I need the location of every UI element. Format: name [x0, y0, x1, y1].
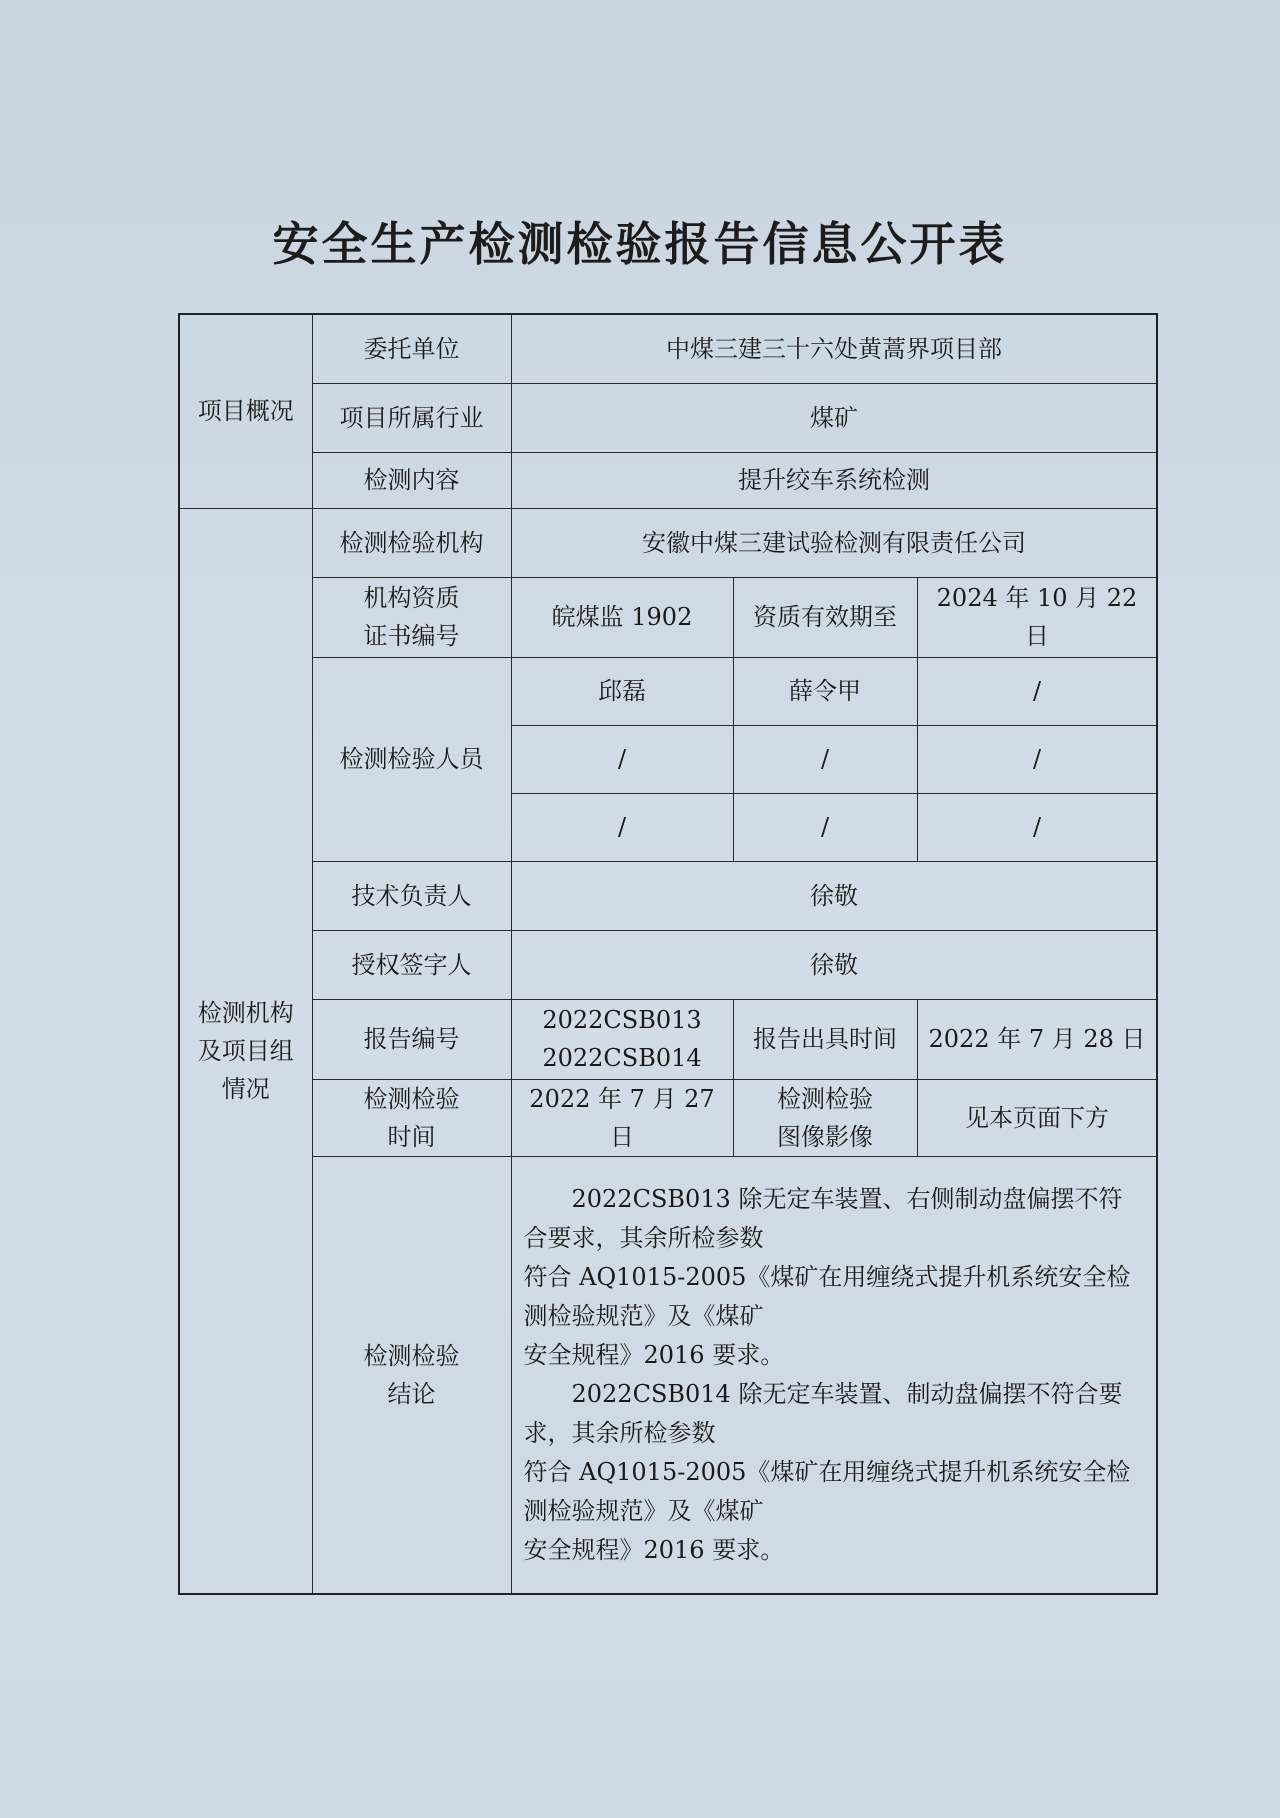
content-label: 检测内容: [312, 452, 511, 508]
conclusion-line: 符合 AQ1015-2005《煤矿在用缠绕式提升机系统安全检测检验规范》及《煤矿: [523, 1262, 1131, 1330]
conclusion-line: 安全规程》2016 要求。: [523, 1340, 785, 1369]
test-time-label: [312, 1079, 511, 1156]
section-institution-line: 情况: [221, 1074, 270, 1103]
info-table: [178, 313, 1158, 1595]
report-no-label: 报告编号: [312, 999, 511, 1079]
section-conclusion-line: 检测检验: [363, 1341, 460, 1370]
org-label: 检测检验机构: [312, 508, 511, 577]
conclusion-text: [511, 1156, 1157, 1594]
image-label-line: 图像影像: [777, 1122, 873, 1151]
personnel-cell: /: [917, 725, 1157, 793]
report-no-value: [511, 999, 733, 1079]
tech-lead-value: 徐敬: [511, 861, 1157, 930]
cert-value: 皖煤监 1902: [511, 577, 733, 657]
client-value: 中煤三建三十六处黄蒿界项目部: [511, 314, 1157, 383]
conclusion-line: 安全规程》2016 要求。: [523, 1535, 785, 1564]
conclusion-paragraph-1: [524, 1180, 1147, 1258]
tech-lead-label: 技术负责人: [312, 861, 511, 930]
section-conclusion: [312, 1156, 511, 1594]
issue-time-value: 2022 年 7 月 28 日: [917, 999, 1157, 1079]
report-no-line: 2022CSB014: [542, 1044, 702, 1072]
validity-label: 资质有效期至: [733, 577, 917, 657]
cert-label-line: 机构资质: [363, 584, 460, 612]
test-time-label-line: 检测检验: [363, 1084, 460, 1113]
cert-label: [312, 577, 511, 657]
section-conclusion-line: 结论: [387, 1379, 436, 1408]
conclusion-paragraph-2: [524, 1375, 1147, 1453]
section-institution: [179, 508, 312, 1594]
personnel-cell: 邱磊: [511, 657, 733, 725]
page-title: 安全生产检测检验报告信息公开表: [272, 217, 1008, 271]
org-value: 安徽中煤三建试验检测有限责任公司: [511, 508, 1157, 577]
section-overview: 项目概况: [179, 314, 312, 508]
personnel-cell: /: [733, 725, 917, 793]
section-institution-line: 检测机构: [197, 998, 294, 1027]
industry-label: 项目所属行业: [312, 383, 511, 452]
personnel-cell: /: [511, 793, 733, 861]
signer-label: 授权签字人: [312, 930, 511, 999]
test-time-label-line: 时间: [387, 1122, 436, 1151]
image-label-line: 检测检验: [777, 1084, 873, 1113]
personnel-label: 检测检验人员: [312, 657, 511, 861]
test-time-value: 2022 年 7 月 27 日: [511, 1079, 733, 1156]
cert-label-line: 证书编号: [363, 622, 460, 650]
image-value: 见本页面下方: [917, 1079, 1157, 1156]
conclusion-line: 2022CSB013 除无定车装置、右侧制动盘偏摆不符合要求，其余所检参数: [523, 1184, 1123, 1252]
image-label: [733, 1079, 917, 1156]
industry-value: 煤矿: [511, 383, 1157, 452]
section-institution-line: 及项目组: [197, 1036, 294, 1065]
personnel-cell: /: [917, 657, 1157, 725]
personnel-cell: /: [511, 725, 733, 793]
conclusion-line: 2022CSB014 除无定车装置、制动盘偏摆不符合要求，其余所检参数: [523, 1379, 1123, 1447]
personnel-cell: /: [917, 793, 1157, 861]
report-no-line: 2022CSB013: [542, 1006, 702, 1034]
validity-value: 2024 年 10 月 22 日: [917, 577, 1157, 657]
content-value: 提升绞车系统检测: [511, 452, 1157, 508]
issue-time-label: 报告出具时间: [733, 999, 917, 1079]
personnel-cell: /: [733, 793, 917, 861]
signer-value: 徐敬: [511, 930, 1157, 999]
personnel-cell: 薛令甲: [733, 657, 917, 725]
client-label: 委托单位: [312, 314, 511, 383]
conclusion-line: 符合 AQ1015-2005《煤矿在用缠绕式提升机系统安全检测检验规范》及《煤矿: [523, 1457, 1131, 1525]
